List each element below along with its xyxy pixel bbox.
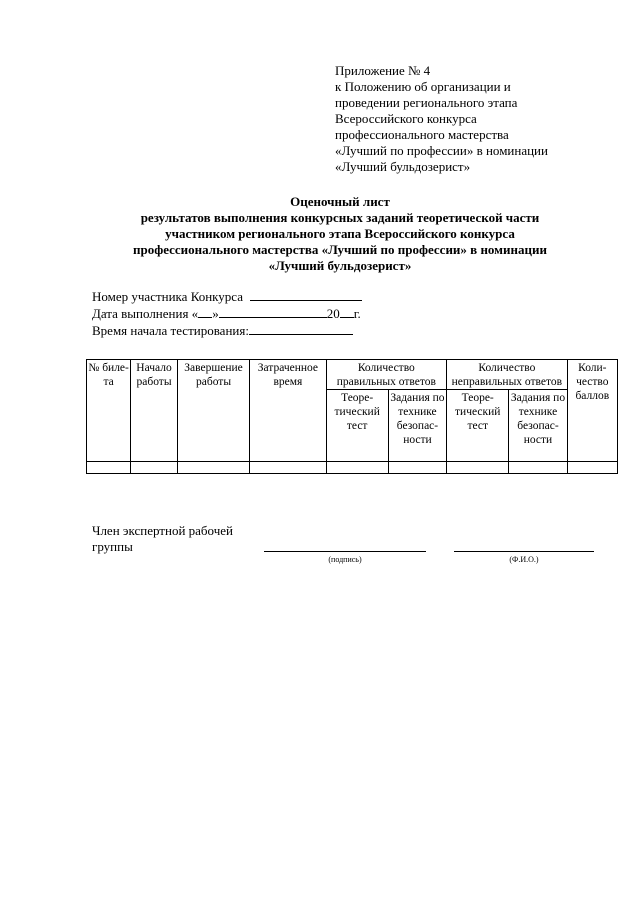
annex-line: к Положению об организации и: [335, 79, 511, 94]
end-cell[interactable]: [177, 462, 249, 474]
table-row: [87, 462, 618, 474]
full-name-line[interactable]: [454, 551, 594, 552]
col-incorrect-header: Количество неправильных ответов: [447, 360, 568, 390]
signature-label: [92, 523, 233, 555]
score-cell[interactable]: [567, 462, 617, 474]
sub-safety-incorrect: Задания по технике безопас-ности: [509, 390, 567, 462]
signature-caption: (подпись): [328, 555, 362, 564]
title-line: участником регионального этапа Всероссийского конкурса: [165, 226, 515, 241]
participant-number-label: Номер участника Конкурса: [92, 289, 244, 304]
document-title: [60, 194, 620, 274]
start-time-field: [92, 322, 362, 339]
sub-safety-correct: Задания по технике безопас-ности: [388, 390, 446, 462]
signature-label-line: группы: [92, 539, 133, 554]
safety-incorrect-cell[interactable]: [509, 462, 567, 474]
signature-line[interactable]: [264, 551, 426, 552]
start-time-blank[interactable]: [249, 322, 353, 335]
annex-line: «Лучший по профессии» в номинации: [335, 143, 548, 158]
col-ticket-header: № биле-та: [87, 360, 131, 462]
participant-number-blank[interactable]: [250, 288, 362, 301]
title-line: результатов выполнения конкурсных заданий теоретической части: [140, 210, 540, 225]
annex-line: Всероссийского конкурса: [335, 111, 477, 126]
ticket-cell[interactable]: [87, 462, 131, 474]
date-field: [92, 305, 362, 322]
theory-correct-cell[interactable]: [326, 462, 388, 474]
annex-line: Приложение № 4: [335, 63, 431, 78]
col-correct-header: Количество правильных ответов: [326, 360, 447, 390]
form-fields: [92, 288, 362, 339]
spent-cell[interactable]: [250, 462, 326, 474]
annex-line: «Лучший бульдозерист»: [335, 159, 471, 174]
year-suffix: г.: [353, 306, 361, 321]
theory-incorrect-cell[interactable]: [447, 462, 509, 474]
month-blank[interactable]: [219, 305, 327, 318]
col-score-header: Коли-чество баллов: [567, 360, 617, 462]
start-cell[interactable]: [131, 462, 178, 474]
col-spent-header: Затраченное время: [250, 360, 326, 462]
title-line: Оценочный лист: [290, 194, 390, 209]
start-time-label: Время начала тестирования:: [92, 323, 249, 338]
annex-block: [335, 63, 635, 175]
safety-correct-cell[interactable]: [388, 462, 446, 474]
signature-label-line: Член экспертной рабочей: [92, 523, 233, 538]
full-name-caption: (Ф.И.О.): [509, 555, 539, 564]
year-blank[interactable]: [340, 305, 354, 318]
score-table: [86, 359, 618, 474]
sub-theory-incorrect: Теоре-тический тест: [447, 390, 509, 462]
title-line: профессионального мастерства «Лучший по профессии» в номинации: [133, 242, 547, 257]
year-prefix: 20: [326, 306, 340, 321]
sub-theory-correct: Теоре-тический тест: [326, 390, 388, 462]
date-quote-close: »: [212, 306, 219, 321]
annex-line: профессионального мастерства: [335, 127, 509, 142]
annex-line: проведении регионального этапа: [335, 95, 518, 110]
header-row: [87, 360, 618, 390]
title-line: «Лучший бульдозерист»: [268, 258, 412, 273]
participant-number-field: [92, 288, 362, 305]
day-blank[interactable]: [198, 305, 212, 318]
date-label: Дата выполнения «: [92, 306, 199, 321]
col-start-header: Начало работы: [131, 360, 178, 462]
col-end-header: Завершение работы: [177, 360, 249, 462]
